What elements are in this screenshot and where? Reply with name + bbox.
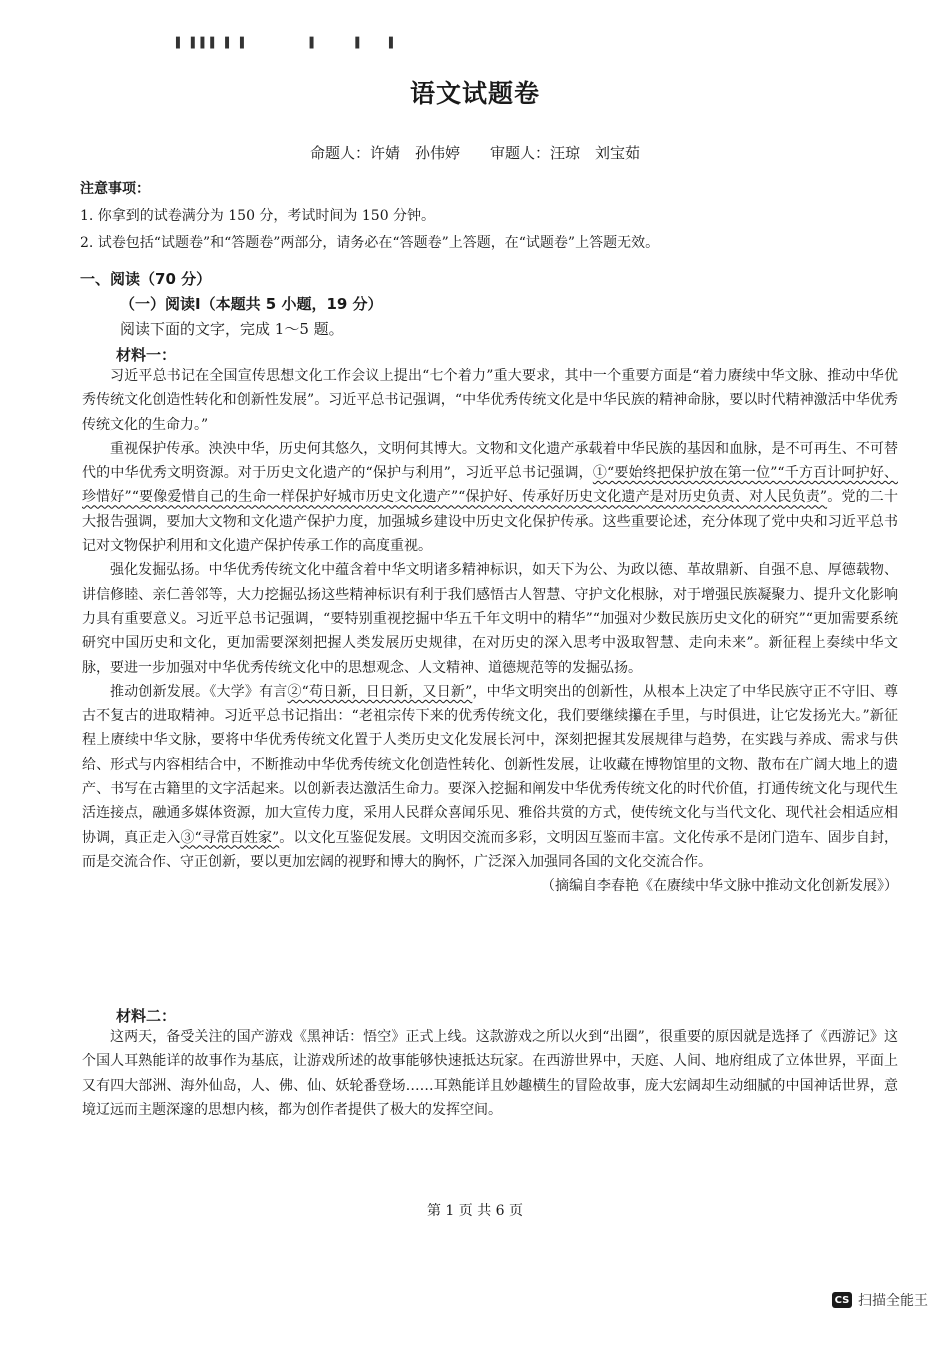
paragraph: 这两天，备受关注的国产游戏《黑神话：悟空》正式上线。这款游戏之所以火到“出圈”，很重要的原因就是选择了《西游记》这个国人耳熟能详的故事作为基底，让游戏所述的故事能够快速抵达玩家。在西游世界中，天庭、人间、地府组成了立体世界，平面上又有四大部洲、海外仙岛，人、佛、仙、妖轮番登场……耳熟能详且妙趣横生的冒险故事，庞大宏阔却生动细腻的中国神话世界，意境辽远而主题深邃的思想内核，都为创作者提供了极大的发挥空间。 [82,1029,898,1118]
marked-quote-1: ①“要始终把保护放在第一位”“千方百计呵护好、珍惜好”“要像爱惜自己的生命一样保护好城市历史文化遗产”“保护好、传承好历史文化遗产是对历史负责、对人民负责” [82,465,898,506]
material2-body [82,1025,898,1122]
paragraph [82,437,898,558]
text-run: 推动创新发展。《大学》有言 [110,683,288,700]
text-run: 。党的二十大报告强调，要加大文物和文化遗产保护力度，加强城乡建设中历史文化保护传承。这些重要论述，充分体现了党中央和习近平总书记对文物保护利用和文化遗产保护传承工作的高度重视。 [82,489,898,555]
page-number: 第 1 页 共 6 页 [426,1203,524,1219]
paragraph: 习近平总书记在全国宣传思想文化工作会议上提出“七个着力”重大要求，其中一个重要方面是“着力赓续中华文脉、推动中华优秀传统文化创造性转化和创新性发展”。习近平总书记强调，“中华优秀传统文化是中华民族的精神命脉，要以时代精神激活中华优秀传统文化的生命力。” [82,368,898,433]
text-run: 重视保护传承。泱泱中华，历史何其悠久，文明何其博大。文物和文化遗产承载着中华民族的基因和血脉，是不可再生、不可替代的中华优秀文明资源。对于历史文化遗产的“保护与利用”，习近平总书记强调， [82,440,898,482]
notice-heading: 注意事项： [80,181,150,197]
scanner-watermark [832,1290,928,1310]
notice-item: 2. 试卷包括“试题卷”和“答题卷”两部分，请务必在“答题卷”上答题，在“试题卷”上答题无效。 [80,235,660,251]
cs-logo-icon: CS [832,1292,852,1308]
marked-quote-2: ②“苟日新，日日新，又日新” [287,683,473,700]
scan-edge-marks: ▌ ▌▌▌ ▌ ▌ ▌ ▌ ▌ [176,38,399,49]
material1-body [82,364,898,899]
paragraph: 强化发掘弘扬。中华优秀传统文化中蕴含着中华文明诸多精神标识，如天下为公、为政以德、革故鼎新、自强不息、厚德载物、讲信修睦、亲仁善邻等，大力挖掘弘扬这些精神标识有利于我们感悟古人智慧、守护文化根脉，对于增强民族凝聚力、提升文化影响力具有重要意义。习近平总书记强调，“要特别重视挖掘中华五千年文明中的精华”“加强对少数民族历史文化的研究”“更加需要系统研究中国历史和文化，更加需要深刻把握人类发展历史规律，在对历史的深入思考中汲取智慧、走向未来”。新征程上奏续中华文脉，要进一步加强对中华优秀传统文化中的思想观念、人文精神、道德规范等的发掘弘扬。 [82,562,898,676]
notice-block [80,176,900,257]
reading-instruction: 阅读下面的文字，完成 1～5 题。 [120,320,344,338]
source-citation: （摘编自李春艳《在赓续中华文脉中推动文化创新发展》） [541,878,898,895]
material2-label: 材料二： [116,1007,177,1025]
paragraph [82,680,898,874]
text-run: ，中华文明突出的创新性，从根本上决定了中华民族守正不守旧、尊古不复古的进取精神。习近平总书记指出：“老祖宗传下来的优秀传统文化，我们要继续攥在手里，与时俱进，让它发扬光大。”新征程上赓续中华文脉，要将中华优秀传统文化置于人类历史文化发展长河中，深刻把握其发展规律与趋势，在实践与养成、需求与供给、形式与内容相结合中，不断推动中华优秀传统文化创造性转化、创新性发展，让收藏在博物馆里的文物、散布在广阔大地上的遗产、书写在古籍里的文字活起来。以创新表达激活生命力。要深入挖掘和阐发中华优秀传统文化的时代价值，打通传统文化与现代生活连接点，融通多媒体资源，加大宣传力度，采用人民群众喜闻乐见、雅俗共赏的方式，使传统文化与当代文化、现代社会相适应相协调，真正走入 [82,683,898,846]
page-title: 语文试题卷 [409,79,540,108]
subsection-title: （一）阅读Ⅰ（本题共 5 小题，19 分） [120,295,383,313]
scanner-name: 扫描全能王 [858,1293,928,1309]
text-run: 。以文化互鉴促发展。文明因交流而多彩，文明因互鉴而丰富。文化传承不是闭门造车、固步自封，而是交流合作、守正创新，要以更加宏阔的视野和博大的胸怀，广泛深入加强同各国的文化交流合作。 [82,829,899,870]
authors-line: 命题人：许婧 孙伟婷 审题人：汪琼 刘宝茹 [309,144,640,162]
material1-label: 材料一： [116,346,177,364]
marked-quote-3: ③“寻常百姓家” [180,829,280,846]
notice-item: 1. 你拿到的试卷满分为 150 分，考试时间为 150 分钟。 [80,208,436,224]
section-title: 一、阅读（70 分） [80,270,212,288]
